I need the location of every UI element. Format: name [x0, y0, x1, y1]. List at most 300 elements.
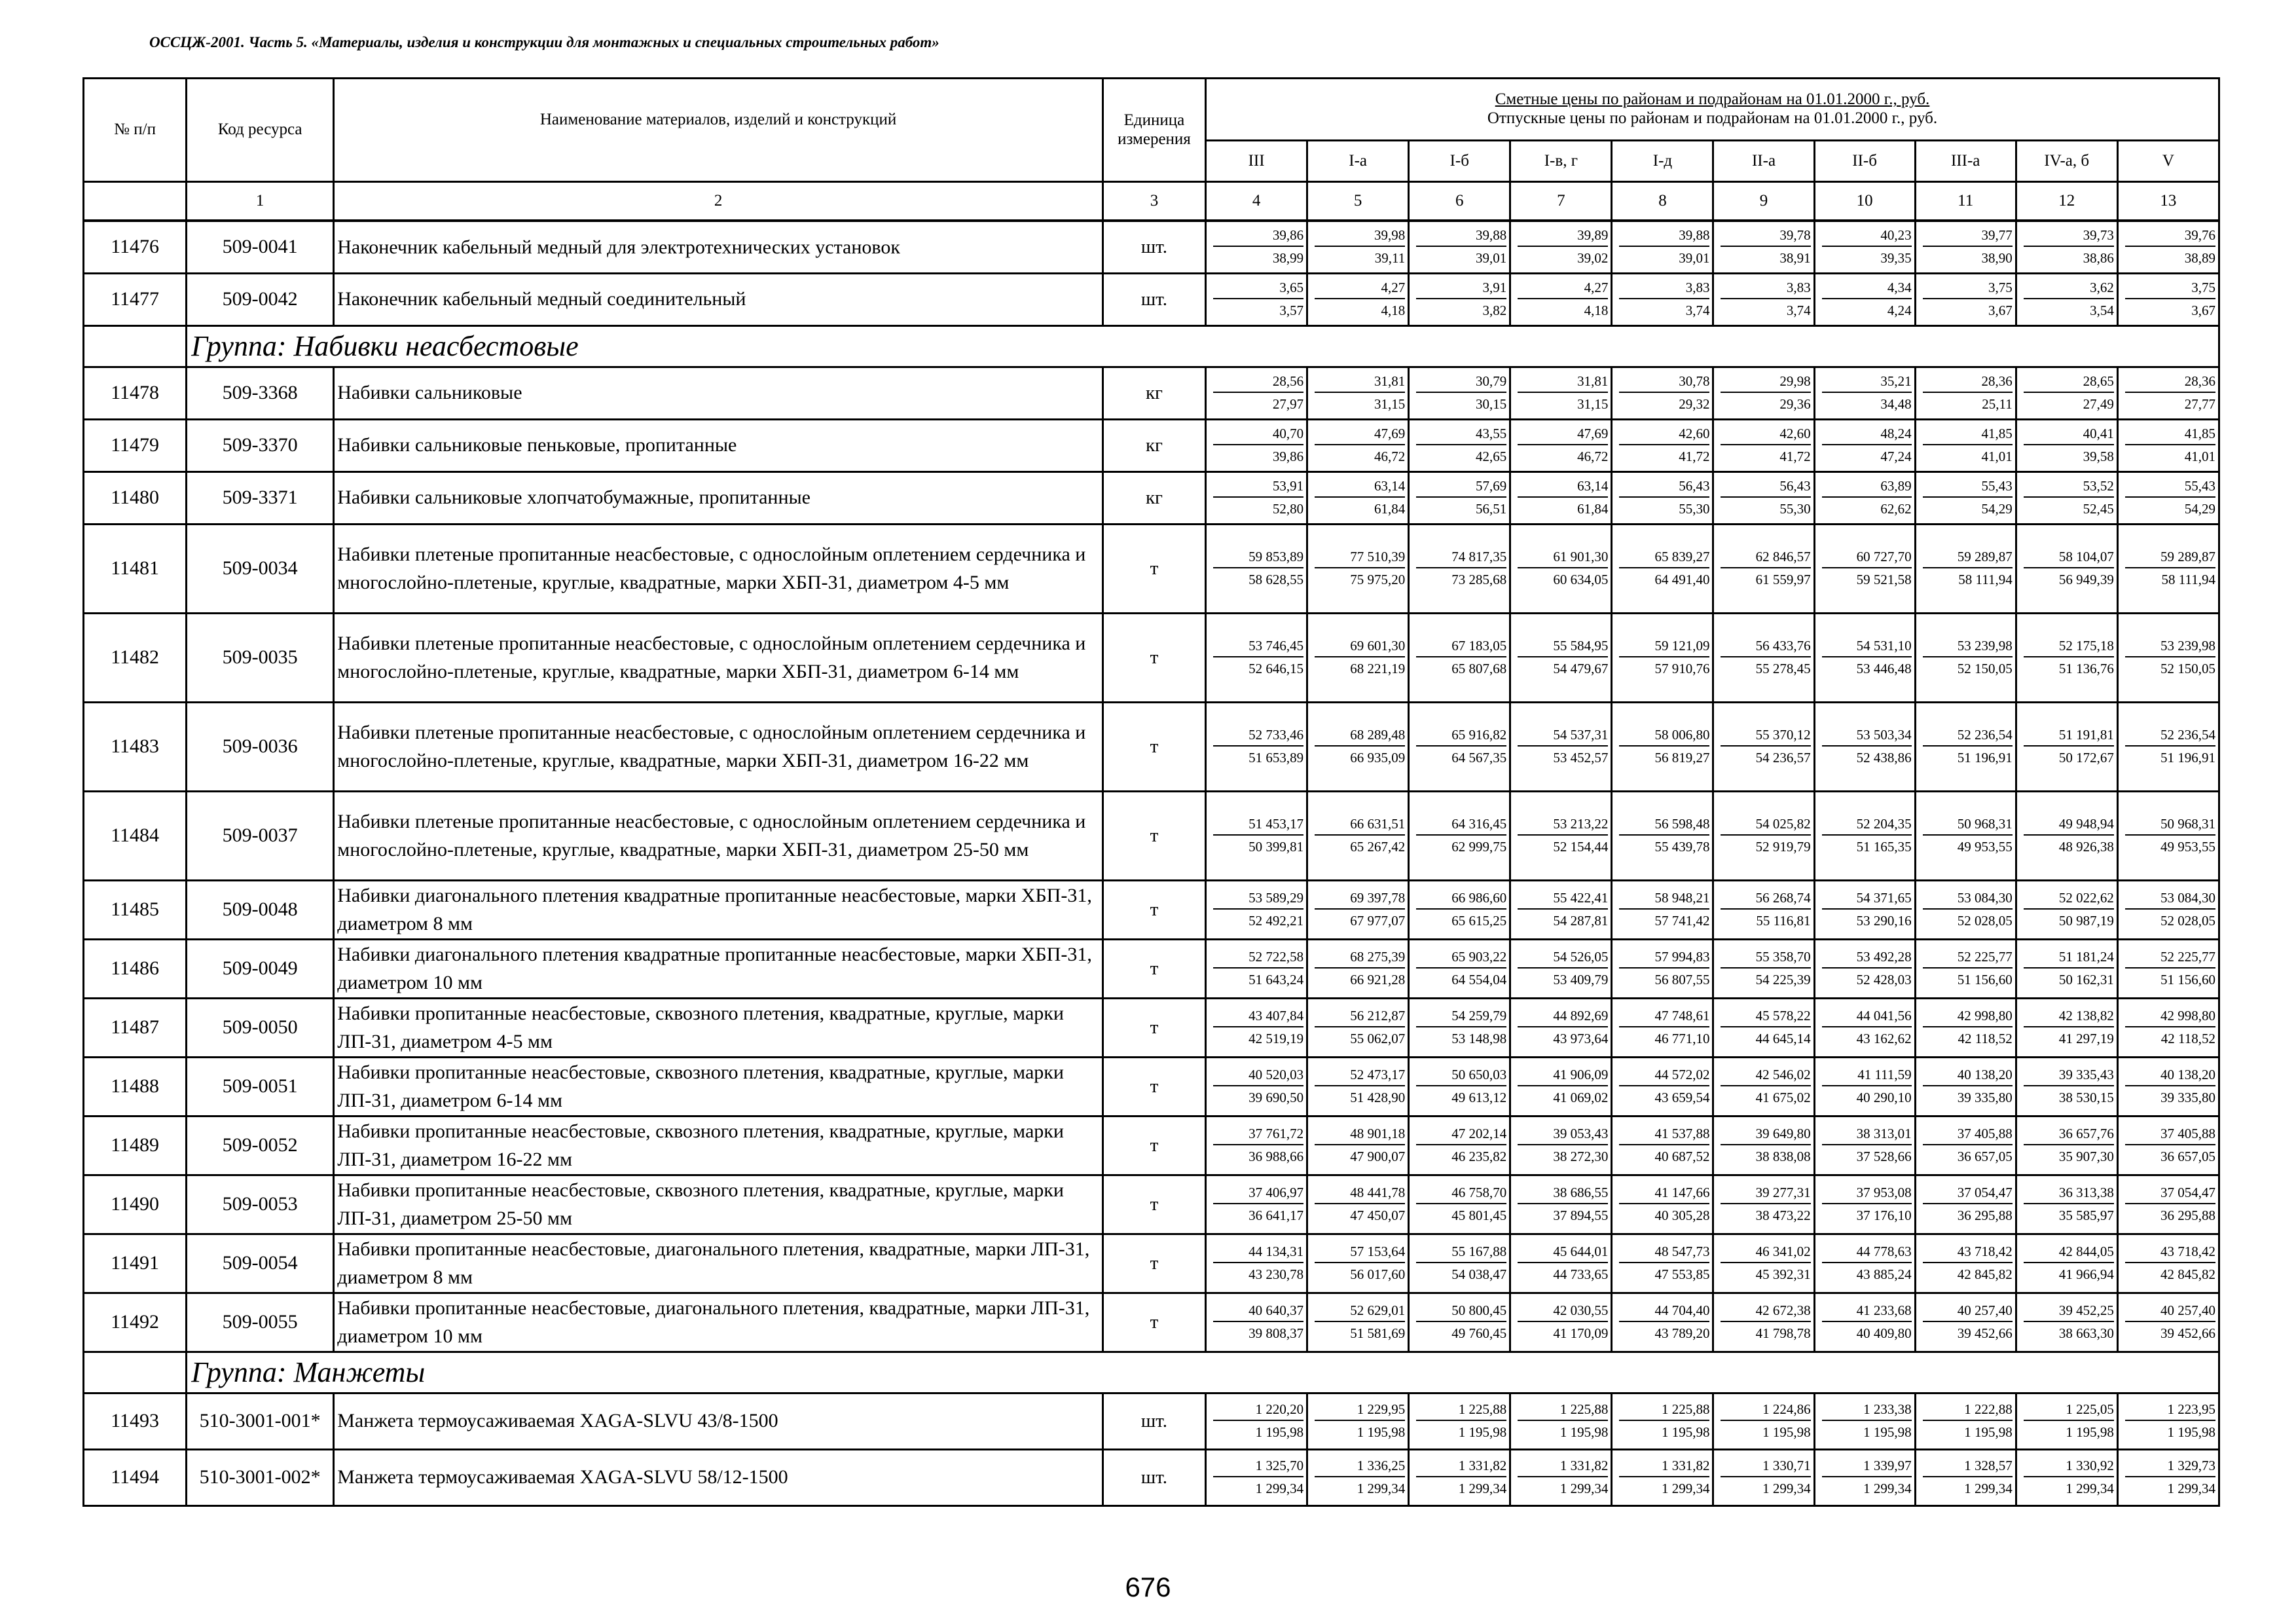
estimated-price: 42 998,80 [1923, 1005, 2013, 1027]
sale-price: 1 299,34 [1458, 1481, 1507, 1496]
sale-price: 27,97 [1272, 396, 1304, 412]
estimated-price: 40 520,03 [1213, 1064, 1303, 1086]
sale-price: 52 150,05 [1957, 661, 2013, 676]
price-cell [1510, 791, 1612, 880]
price-cell [1206, 702, 1307, 791]
table-row [84, 939, 2219, 998]
page-number: 676 [1125, 1572, 1171, 1602]
price-cell [1409, 702, 1510, 791]
price-cell [1814, 702, 1915, 791]
sale-price: 61 559,97 [1755, 572, 1811, 587]
price-cell [1510, 221, 1612, 273]
column-number: 12 [2016, 182, 2117, 221]
sale-price: 37 528,66 [1856, 1149, 1912, 1164]
price-cell [1814, 221, 1915, 273]
sale-price: 39,11 [1374, 250, 1406, 267]
price-cell [1510, 998, 1612, 1057]
estimated-price: 56 433,76 [1721, 635, 1810, 657]
estimated-price: 43 407,84 [1213, 1005, 1303, 1027]
price-cell [1206, 998, 1307, 1057]
estimated-price: 59 853,89 [1213, 546, 1303, 568]
sale-price: 1 195,98 [2167, 1424, 2215, 1440]
sale-price: 52 646,15 [1248, 661, 1304, 676]
estimated-price: 37 405,88 [2125, 1123, 2215, 1145]
price-cell [1713, 1293, 1814, 1352]
price-cell [1713, 939, 1814, 998]
sale-price: 3,67 [2191, 303, 2215, 318]
price-cell [2016, 613, 2117, 702]
col-header-unit: Единица измерения [1102, 79, 1205, 182]
row-number: 11492 [84, 1293, 187, 1352]
estimated-price: 56 212,87 [1315, 1005, 1405, 1027]
table-row [84, 221, 2219, 273]
price-cell [1814, 1175, 1915, 1234]
price-cell [1409, 998, 1510, 1057]
estimated-price: 55 358,70 [1721, 946, 1810, 969]
price-cell [1307, 419, 1409, 471]
price-cell [1206, 613, 1307, 702]
estimated-price: 41,85 [1923, 423, 2013, 445]
sale-price: 42 118,52 [2160, 1031, 2215, 1046]
estimated-price: 40 640,37 [1213, 1300, 1303, 1322]
price-cell [1409, 471, 1510, 524]
price-cell [2016, 273, 2117, 325]
price-cell [1612, 419, 1713, 471]
price-cell [2016, 1234, 2117, 1293]
price-cell [1409, 1175, 1510, 1234]
column-number: 11 [1915, 182, 2016, 221]
col-header-code: Код ресурса [187, 79, 334, 182]
estimated-price: 39,86 [1213, 225, 1303, 247]
estimated-price: 66 986,60 [1416, 887, 1506, 910]
sale-price: 51 156,60 [2160, 972, 2215, 987]
sale-price: 61,84 [1374, 501, 1406, 517]
estimated-price: 53 239,98 [1923, 635, 2013, 657]
table-header [84, 79, 2219, 221]
estimated-price: 41 111,59 [1822, 1064, 1912, 1086]
estimated-price: 30,79 [1416, 371, 1506, 393]
estimated-price: 1 222,88 [1923, 1399, 2013, 1421]
estimated-price: 53 084,30 [2125, 887, 2215, 910]
sale-price: 38,91 [1779, 250, 1811, 267]
resource-code: 509-0052 [187, 1116, 334, 1175]
price-cell [1814, 939, 1915, 998]
estimated-price: 50 800,45 [1416, 1300, 1506, 1322]
sale-price: 39 452,66 [1957, 1325, 2013, 1341]
sale-price: 39 808,37 [1248, 1325, 1304, 1341]
table-row [84, 998, 2219, 1057]
price-cell [2016, 1116, 2117, 1175]
price-cell [2117, 1449, 2219, 1505]
estimated-price: 60 727,70 [1822, 546, 1912, 568]
estimated-price: 31,81 [1518, 371, 1608, 393]
sale-price: 61,84 [1577, 501, 1609, 517]
estimated-price: 52 225,77 [2125, 946, 2215, 969]
estimated-price: 65 839,27 [1619, 546, 1709, 568]
estimated-price: 56 598,48 [1619, 813, 1709, 836]
item-name: Набивки сальниковые пеньковые, пропитанные [334, 419, 1103, 471]
price-cell [1915, 1234, 2016, 1293]
price-cell [1915, 1116, 2016, 1175]
price-cell [1206, 419, 1307, 471]
sale-price: 1 299,34 [1255, 1481, 1304, 1496]
sale-price: 44 733,65 [1553, 1266, 1609, 1282]
sale-price: 36 988,66 [1248, 1149, 1304, 1164]
sale-price: 46 771,10 [1654, 1031, 1710, 1046]
estimated-price: 1 331,82 [1416, 1455, 1506, 1477]
estimated-price: 52 473,17 [1315, 1064, 1405, 1086]
sale-price: 3,57 [1279, 303, 1304, 318]
price-cell [1612, 880, 1713, 939]
estimated-price: 47 202,14 [1416, 1123, 1506, 1145]
estimated-price: 53,52 [2024, 475, 2114, 498]
price-cell [1713, 1393, 1814, 1449]
estimated-price: 39,77 [1923, 225, 2013, 247]
group-row-num-cell [84, 325, 187, 367]
resource-code: 509-0055 [187, 1293, 334, 1352]
estimated-price: 63,14 [1315, 475, 1405, 498]
table-row [84, 1449, 2219, 1505]
price-cell [1814, 1057, 1915, 1116]
item-name: Набивки диагонального плетения квадратные пропитанные неасбестовые, марки ХБП-31, диаметром 10 мм [334, 939, 1103, 998]
unit: т [1102, 998, 1205, 1057]
sale-price: 55,30 [1779, 501, 1811, 517]
sale-price: 42,65 [1476, 449, 1507, 464]
sale-price: 46 235,82 [1451, 1149, 1507, 1164]
item-name: Набивки сальниковые [334, 367, 1103, 419]
group-row [84, 1352, 2219, 1393]
estimated-price: 3,75 [1923, 277, 2013, 299]
estimated-price: 42 138,82 [2024, 1005, 2114, 1027]
sale-price: 43 659,54 [1654, 1090, 1710, 1105]
row-number: 11488 [84, 1057, 187, 1116]
price-cell [1814, 1116, 1915, 1175]
price-cell [1307, 524, 1409, 613]
table-body [84, 221, 2219, 1505]
sale-price: 52 492,21 [1248, 913, 1304, 929]
estimated-price: 45 644,01 [1518, 1241, 1608, 1263]
sale-price: 48 926,38 [2058, 839, 2114, 855]
sale-price: 43 789,20 [1654, 1325, 1710, 1341]
price-cell [1915, 1449, 2016, 1505]
estimated-price: 57 153,64 [1315, 1241, 1405, 1263]
row-number: 11478 [84, 367, 187, 419]
price-cell [1307, 221, 1409, 273]
estimated-price: 68 289,48 [1315, 724, 1405, 747]
sale-price: 73 285,68 [1451, 572, 1507, 587]
price-cell [2117, 419, 2219, 471]
sale-price: 64 491,40 [1654, 572, 1710, 587]
estimated-price: 53 746,45 [1213, 635, 1303, 657]
sale-price: 31,15 [1374, 396, 1406, 412]
sale-price: 55 278,45 [1755, 661, 1811, 676]
unit: шт. [1102, 273, 1205, 325]
row-number: 11487 [84, 998, 187, 1057]
price-cell [1814, 1234, 1915, 1293]
sale-price: 53 148,98 [1451, 1031, 1507, 1046]
unit: т [1102, 524, 1205, 613]
estimated-price: 58 104,07 [2024, 546, 2114, 568]
price-cell [1409, 939, 1510, 998]
estimated-price: 1 225,88 [1416, 1399, 1506, 1421]
sale-price: 1 195,98 [1255, 1424, 1304, 1440]
sale-price: 52,45 [2083, 501, 2114, 517]
estimated-price: 44 134,31 [1213, 1241, 1303, 1263]
price-cell [1612, 1175, 1713, 1234]
sale-price: 68 221,19 [1350, 661, 1406, 676]
price-cell [2117, 880, 2219, 939]
sale-price: 1 195,98 [1559, 1424, 1609, 1440]
estimated-price: 52 175,18 [2024, 635, 2114, 657]
item-name: Манжета термоусаживаемая XAGA-SLVU 43/8-1500 [334, 1393, 1103, 1449]
estimated-price: 40,70 [1213, 423, 1303, 445]
unit: т [1102, 1057, 1205, 1116]
region-header: I-а [1307, 141, 1409, 182]
estimated-price: 39 452,25 [2024, 1300, 2114, 1322]
price-cell [1510, 524, 1612, 613]
table-row [84, 367, 2219, 419]
item-name: Набивки плетеные пропитанные неасбестовые, с однослойным оплетением сердечника и многослойно-плетеные, круглые, квадратные, марки ХБП-31, диаметром 25-50 мм [334, 791, 1103, 880]
sale-price: 29,36 [1779, 396, 1811, 412]
estimated-price: 68 275,39 [1315, 946, 1405, 969]
sale-price: 47 553,85 [1654, 1266, 1710, 1282]
price-cell [1612, 1234, 1713, 1293]
sale-price: 38 838,08 [1755, 1149, 1811, 1164]
estimated-price: 39,76 [2125, 225, 2215, 247]
price-cell [1612, 471, 1713, 524]
estimated-price: 42 546,02 [1721, 1064, 1810, 1086]
sale-price: 51 156,60 [1957, 972, 2013, 987]
price-cell [1206, 471, 1307, 524]
price-cell [1307, 1234, 1409, 1293]
price-cell [1814, 791, 1915, 880]
price-cell [2117, 939, 2219, 998]
sale-price: 3,82 [1482, 303, 1507, 318]
estimated-price: 44 041,56 [1822, 1005, 1912, 1027]
sale-price: 39,35 [1880, 250, 1912, 267]
price-cell [1612, 524, 1713, 613]
price-cell [2117, 221, 2219, 273]
estimated-price: 51 181,24 [2024, 946, 2114, 969]
sale-price: 41 675,02 [1755, 1090, 1811, 1105]
estimated-price: 47,69 [1315, 423, 1405, 445]
sale-price: 56 949,39 [2058, 572, 2114, 587]
price-cell [1409, 221, 1510, 273]
item-name: Набивки пропитанные неасбестовые, сквозного плетения, квадратные, круглые, марки ЛП-31, диаметром 4-5 мм [334, 998, 1103, 1057]
estimated-price: 48 901,18 [1315, 1123, 1405, 1145]
sale-price: 52 150,05 [2160, 661, 2215, 676]
estimated-price: 52 225,77 [1923, 946, 2013, 969]
estimated-price: 1 220,20 [1213, 1399, 1303, 1421]
price-cell [1713, 1449, 1814, 1505]
sale-price: 41 798,78 [1755, 1325, 1811, 1341]
price-cell [2016, 1449, 2117, 1505]
estimated-price: 1 223,95 [2125, 1399, 2215, 1421]
table-row [84, 1234, 2219, 1293]
resource-code: 509-0050 [187, 998, 334, 1057]
sale-price: 54,29 [1981, 501, 2013, 517]
sale-price: 58 111,94 [1958, 572, 2013, 587]
price-cell [1307, 471, 1409, 524]
sale-price: 54 225,39 [1755, 972, 1811, 987]
price-cell [2117, 1057, 2219, 1116]
estimated-price: 57,69 [1416, 475, 1506, 498]
sale-price: 52,80 [1272, 501, 1304, 517]
price-cell [1206, 273, 1307, 325]
price-cell [1612, 613, 1713, 702]
price-cell [1612, 273, 1713, 325]
estimated-price: 41 537,88 [1619, 1123, 1709, 1145]
price-cell [1915, 613, 2016, 702]
estimated-price: 54 259,79 [1416, 1005, 1506, 1027]
price-cell [1612, 939, 1713, 998]
item-name: Манжета термоусаживаемая XAGA-SLVU 58/12-1500 [334, 1449, 1103, 1505]
sale-price: 4,24 [1887, 303, 1912, 318]
price-cell [1206, 221, 1307, 273]
document-header: ОССЦЖ-2001. Часть 5. «Материалы, изделия и конструкции для монтажных и специальных строительных работ» [149, 34, 939, 50]
price-cell [1915, 221, 2016, 273]
table-row [84, 1293, 2219, 1352]
column-number: 13 [2117, 182, 2219, 221]
price-cell [2117, 1393, 2219, 1449]
column-number: 3 [1102, 182, 1205, 221]
row-number: 11494 [84, 1449, 187, 1505]
price-cell [1409, 1116, 1510, 1175]
estimated-price: 39 649,80 [1721, 1123, 1810, 1145]
price-cell [1612, 221, 1713, 273]
estimated-price: 74 817,35 [1416, 546, 1506, 568]
estimated-price: 37 054,47 [2125, 1182, 2215, 1204]
price-cell [2117, 613, 2219, 702]
resource-code: 509-0054 [187, 1234, 334, 1293]
estimated-price: 48 441,78 [1315, 1182, 1405, 1204]
estimated-price: 45 578,22 [1721, 1005, 1810, 1027]
price-cell [2016, 524, 2117, 613]
sale-price: 57 741,42 [1654, 913, 1710, 929]
sale-price: 58 111,94 [2161, 572, 2215, 587]
estimated-price: 44 778,63 [1822, 1241, 1912, 1263]
price-cell [1510, 939, 1612, 998]
region-header: II-а [1713, 141, 1814, 182]
price-cell [1713, 702, 1814, 791]
price-cell [1409, 791, 1510, 880]
resource-code: 509-0048 [187, 880, 334, 939]
item-name: Набивки пропитанные неасбестовые, диагонального плетения, квадратные, марки ЛП-31, диаметром 8 мм [334, 1234, 1103, 1293]
price-cell [1915, 791, 2016, 880]
estimated-price: 52 733,46 [1213, 724, 1303, 747]
estimated-price: 29,98 [1721, 371, 1810, 393]
col-header-prices [1206, 79, 2219, 141]
sale-price: 25,11 [1982, 396, 2013, 412]
estimated-price: 55 167,88 [1416, 1241, 1506, 1263]
sale-price: 50 172,67 [2058, 750, 2114, 766]
table-row [84, 471, 2219, 524]
price-cell [1814, 524, 1915, 613]
sale-price: 51 196,91 [2160, 750, 2215, 766]
estimated-price: 56 268,74 [1721, 887, 1810, 910]
estimated-price: 1 336,25 [1315, 1455, 1405, 1477]
estimated-price: 50 650,03 [1416, 1064, 1506, 1086]
sale-price: 42 118,52 [1958, 1031, 2013, 1046]
item-name: Набивки плетеные пропитанные неасбестовые, с однослойным оплетением сердечника и многослойно-плетеные, круглые, квадратные, марки ХБП-31, диаметром 4-5 мм [334, 524, 1103, 613]
estimated-price: 50 968,31 [1923, 813, 2013, 836]
sale-price: 1 299,34 [1559, 1481, 1609, 1496]
row-number: 11483 [84, 702, 187, 791]
estimated-price: 42,60 [1619, 423, 1709, 445]
estimated-price: 1 329,73 [2125, 1455, 2215, 1477]
region-header: III-а [1915, 141, 2016, 182]
estimated-price: 44 572,02 [1619, 1064, 1709, 1086]
price-cell [1206, 880, 1307, 939]
price-cell [1713, 1116, 1814, 1175]
item-name: Набивки пропитанные неасбестовые, сквозного плетения, квадратные, круглые, марки ЛП-31, диаметром 25-50 мм [334, 1175, 1103, 1234]
sale-price: 41 170,09 [1553, 1325, 1609, 1341]
estimated-price: 55,43 [2125, 475, 2215, 498]
estimated-price: 28,65 [2024, 371, 2114, 393]
price-cell [1612, 998, 1713, 1057]
sale-price: 31,15 [1577, 396, 1609, 412]
sale-price: 39,01 [1476, 250, 1507, 267]
sale-price: 39,01 [1679, 250, 1710, 267]
price-cell [1510, 1393, 1612, 1449]
price-cell [1915, 273, 2016, 325]
estimated-price: 4,27 [1518, 277, 1608, 299]
price-cell [2016, 998, 2117, 1057]
price-cell [1915, 419, 2016, 471]
prices-header-smeta: Сметные цены по районам и подрайонам на 01.01.2000 г., руб. [1495, 90, 1930, 109]
estimated-price: 56,43 [1721, 475, 1810, 498]
sale-price: 52 028,05 [2160, 913, 2215, 929]
table-row [84, 702, 2219, 791]
price-cell [1713, 1234, 1814, 1293]
price-cell [1713, 471, 1814, 524]
estimated-price: 47,69 [1518, 423, 1608, 445]
estimated-price: 3,75 [2125, 277, 2215, 299]
estimated-price: 54 526,05 [1518, 946, 1608, 969]
sale-price: 37 894,55 [1553, 1208, 1609, 1223]
row-number: 11481 [84, 524, 187, 613]
estimated-price: 39,98 [1315, 225, 1405, 247]
estimated-price: 1 325,70 [1213, 1455, 1303, 1477]
estimated-price: 1 330,92 [2024, 1455, 2114, 1477]
estimated-price: 1 225,05 [2024, 1399, 2114, 1421]
estimated-price: 53,91 [1213, 475, 1303, 498]
estimated-price: 66 631,51 [1315, 813, 1405, 836]
table-row [84, 524, 2219, 613]
sale-price: 38 272,30 [1553, 1149, 1609, 1164]
sale-price: 1 299,34 [1964, 1481, 2013, 1496]
price-cell [2117, 998, 2219, 1057]
sale-price: 53 290,16 [1856, 913, 1912, 929]
row-number: 11486 [84, 939, 187, 998]
sale-price: 37 176,10 [1856, 1208, 1912, 1223]
estimated-price: 39 335,43 [2024, 1064, 2114, 1086]
price-cell [1510, 1234, 1612, 1293]
price-cell [1814, 1393, 1915, 1449]
sale-price: 45 392,31 [1755, 1266, 1811, 1282]
estimated-price: 51 453,17 [1213, 813, 1303, 836]
estimated-price: 57 994,83 [1619, 946, 1709, 969]
estimated-price: 47 748,61 [1619, 1005, 1709, 1027]
unit: кг [1102, 471, 1205, 524]
estimated-price: 40 257,40 [2125, 1300, 2215, 1322]
price-cell [1307, 613, 1409, 702]
estimated-price: 42 030,55 [1518, 1300, 1608, 1322]
sale-price: 38,86 [2083, 250, 2114, 267]
price-cell [1814, 1449, 1915, 1505]
price-cell [1510, 880, 1612, 939]
sale-price: 29,32 [1679, 396, 1710, 412]
